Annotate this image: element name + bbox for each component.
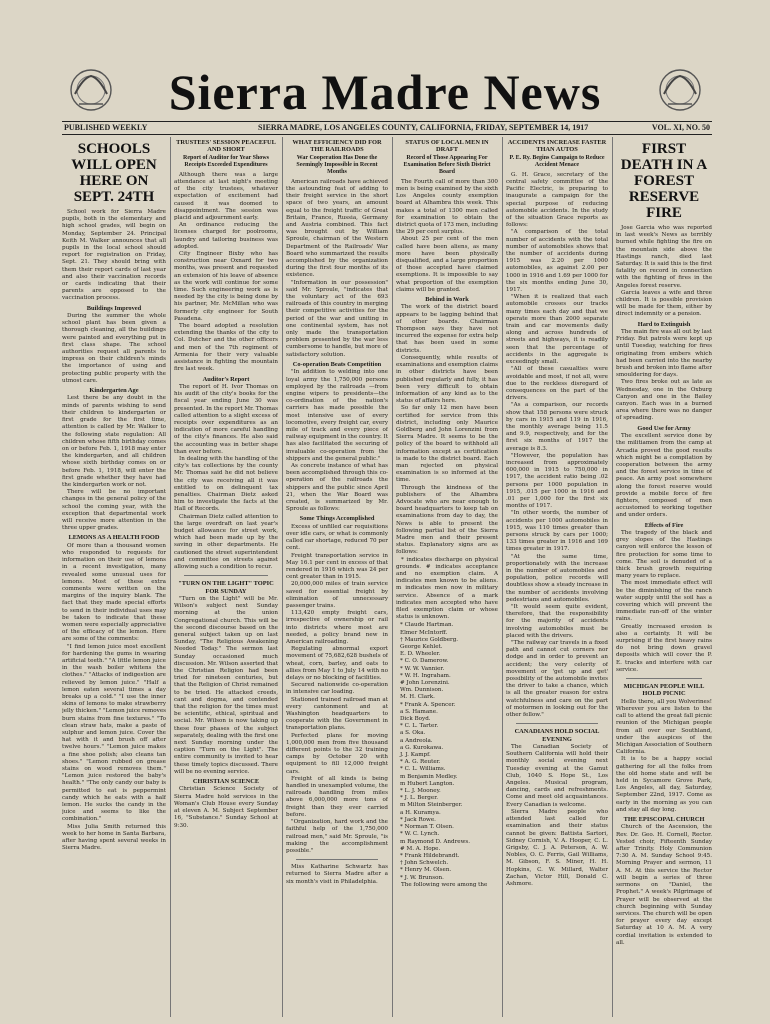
paragraph: Excess of unfilled car requisitions over idle cars, or what is commonly called car shortage, reduced 70 per cent. bbox=[286, 523, 388, 552]
headline-turn-on-light: "TURN ON THE LIGHT" TOPIC FOR SUNDAY bbox=[178, 580, 274, 595]
paragraph: "It would seem quite evident, therefore, that the responsibility for the majority of accidents involving automobiles must be placed with the drivers. bbox=[506, 604, 608, 639]
column-3 bbox=[286, 137, 388, 1017]
paragraph: The following were among the bbox=[401, 881, 488, 888]
draft-name-item: m Hubert Langton. bbox=[400, 780, 455, 787]
draft-name-item: * Frank A. Spencer. bbox=[400, 701, 456, 708]
headline-accidents: ACCIDENTS INCREASE FASTER THAN AUTOS bbox=[507, 139, 607, 154]
paragraph: Garcia leaves a wife and three children. It is possible provision will be made for them, either by direct indemnity or a pension. bbox=[616, 289, 712, 318]
paragraph: Freight of all kinds is being handled in unexampled volume, the railroads handling from miles above 6,000,000 more tons of freight than they ever carried before. bbox=[286, 775, 388, 818]
column-1 bbox=[62, 137, 166, 1017]
paragraph: Freight transportation service in May 16.1 per cent in excess of that rendered in 1916 which was 24 per cent greater than in 1915. bbox=[286, 552, 388, 581]
dateline-published: PUBLISHED WEEKLY bbox=[64, 123, 148, 132]
paragraph: Church of the Ascension, the Rev. Dr. Geo. H. Cornell, Rector. Vested choir, Fifteenth Sunday after Trinity. Holy Communion 7:30 A. M. Sunday School 9:45. Morning Prayer and sermon, 11 A. M. At this service the Rector will begin a series of three sermons on "Daniel, the Prophet." A week's Pilgrimage of Prayer will be observed at the church beginning with Sunday services. The church will be open for prayer every day except Saturday at 10 A. M. A very cordial invitation is extended to all. bbox=[616, 824, 712, 946]
masthead-rule-top bbox=[62, 121, 712, 122]
subhead: Co-operation Beats Competition bbox=[292, 360, 382, 368]
paragraph: "Information in our possession" said Mr. Sproule, "indicates that the voluntary act of the 693 railroads of this country in merging their competitive activities for the period of the war and uniting in one continental system, has not only made the transportation problem presented by the war less cumbersome to handle, but more of satisfactory solution. bbox=[286, 279, 388, 358]
paragraph: Christian Science Society of Sierra Madre hold services in the Woman's Club House every Sunday at eleven A. M. Subject September 16, "Substance." Sunday School at 9:30. bbox=[174, 786, 278, 829]
paragraph: Greatly increased erosion is also a certainty. It will be surprising if the first heavy rains do not bring down gravel deposits which will cover the P. E. tracks and interfere with car service. bbox=[616, 623, 712, 673]
paragraph: "The railway car travels in a fixed path and cannot cut corners nor dodge and in order to prevent an accident; the very celerity of movement or 'get up and get' possibility of the automobile invites the driver to take a chance, which is all the greater reason for extra watchfulness and care on the part of motormen in looking out for the other fellow." bbox=[506, 640, 608, 719]
subheadline: Report of Auditor for Year Shows Receipts Exceeded Expenditures bbox=[183, 154, 269, 168]
paragraph: So far only 12 men have been certified for service from this district, including only Maurice Goldberg and John Lorenzini from Sierra Madre. It seems to be the policy of the board to withhold all information except as certification is made to the district board. Each man rejected on physical examination is so informed at the time. bbox=[396, 405, 498, 484]
draft-name-item: * J. W. Brunson. bbox=[400, 874, 444, 881]
paragraph: Jose Garcia who was reported in last week's News as terribly burned while fighting the fire on the mountain side above the Hastings ranch, died last Saturday. It is said this is the first fatality on record in connection with the fighting of fires in the Angeles forest reserve. bbox=[616, 225, 712, 289]
draft-name-item: * Henry M. Olsen. bbox=[400, 867, 452, 874]
column-divider bbox=[502, 137, 503, 1017]
paragraph: In dealing with the handling of the city's tax collections by the county Mr. Thomas said he did not believe the city was receiving all it was entitled to on delinquent tax penalties. Chairman Dietz asked him to investigate the facts at the Hall of Records. bbox=[174, 455, 278, 513]
column-divider bbox=[282, 137, 283, 1017]
paragraph: 20,000,000 miles of train service saved for essential freight by elimination of unnecessary passenger trains. bbox=[286, 581, 388, 609]
paragraph: 113,420 empty freight cars, irrespective of ownership or rail into districts where most are needed, a policy brand new in American railroading. bbox=[286, 610, 388, 646]
headline-first-death: FIRST DEATH IN A FOREST RESERVE FIRE bbox=[620, 141, 708, 221]
draft-name-item: † Maurice Goldberg. bbox=[400, 636, 459, 643]
paragraph: About 25 per cent of the men called have been aliens, as many more have been physically disqualified, and a large proportion of those accepted have claimed exemptions. It is impossible to say what proportion of the exemption claims will be granted. bbox=[396, 236, 498, 293]
draft-name-item: a S. Oka. bbox=[400, 730, 426, 737]
column-2 bbox=[174, 137, 278, 1017]
draft-name-item: # M. A. Hope. bbox=[400, 845, 441, 852]
subhead: Good Use for Army bbox=[637, 424, 691, 432]
paragraph: As concrete instance of what has been accomplished through this co-operation of the railroads the shippers and the public since April 21, when the War Board was created, is summarized by Mr. Sproule as follows: bbox=[286, 462, 388, 513]
draft-name-item: Wm. Dunnison. bbox=[400, 687, 444, 694]
subheadline: Record of Those Appearing For Examination Before Sixth District Board bbox=[403, 154, 491, 175]
masthead-title: Sierra Madre News bbox=[168, 64, 602, 120]
column-divider bbox=[612, 137, 613, 1017]
draft-name-item: J. J. Kampf. bbox=[400, 752, 431, 759]
draft-name-item: # John Lorenzini. bbox=[400, 680, 450, 687]
separator bbox=[626, 678, 702, 679]
masthead-rule-bottom bbox=[62, 134, 712, 135]
paragraph: The most immediate effect will be the diminishing of the ranch water supply until the soil has a covering which will prevent the immediate run-off of the winter rains. bbox=[616, 580, 712, 623]
draft-name-item: * C. L. Williams. bbox=[400, 766, 446, 773]
paragraph: Lest there be any doubt in the minds of parents wishing to send their children to kindergarten or first grade for the first time, attention is called by Mr. Walker to the following state regulation: All children whose fifth birthday comes on or before Feb. 1, 1918 may enter the kindergarten, and all children whose sixth birthday comes on or before Feb. 1, 1918, will enter the first grade whether they have had the kindergarten work or not. bbox=[62, 395, 166, 488]
paragraph: It is to be a happy social gathering for all the folks from the old home state and will be held in Sycamore Grove Park, Los Angeles, all day, Saturday, September 22nd, 1917. Come as early in the morning as you can and stay all day long. bbox=[616, 756, 712, 813]
dateline-location-date: SIERRA MADRE, LOS ANGELES COUNTY, CALIFORNIA, FRIDAY, SEPTEMBER 14, 1917 bbox=[258, 123, 589, 132]
draft-name-item: a G. Kurokawa. bbox=[400, 744, 444, 751]
article-text bbox=[62, 209, 166, 303]
draft-name-item: * C. L. Tarter. bbox=[400, 723, 439, 730]
subhead: Buildings Improved bbox=[86, 304, 142, 312]
paragraph: "In other words, the number of accidents per 1000 automobiles in 1915, was 110 times greater than persons struck by cars per 1000; 133 times greater in 1916 and 169 times greater in 1917. bbox=[506, 510, 608, 553]
paragraph: Miss Julia Smith returned this week to her home in Santa Barbara, after having spent several weeks in Sierra Madre. bbox=[62, 823, 166, 852]
headline-draft-status: STATUS OF LOCAL MEN IN DRAFT bbox=[405, 139, 489, 154]
draft-name-item: Dick Boyd. bbox=[400, 716, 431, 723]
paragraph: American railroads have achieved the astounding feat of adding to their freight service in the short space of two years, an amount equal to the freight traffic of Great Britain, France, Russia, Germany and Austria combined. This fact was brought out by William Sproule, chairman of the Western Department of the Railroads' War Board who summarized the results accomplished by the organization during the first four months of its existence. bbox=[286, 178, 388, 279]
paragraph: "When it is realized that each automobile crosses our tracks many times each day and that we operate more than 2000 separate train and car movements daily along and across hundreds of streets and highways, it is readily seen that the percentage of accidents in the aggregate is exceedingly small. bbox=[506, 294, 608, 366]
paragraph: Perfected plans for moving 1,000,000 men from five thousand different points to the 32 training camps by October 20 with equipment to fill 12,000 freight cars. bbox=[286, 732, 388, 775]
paragraph: The work of the district board appears to be lagging behind that of other boards. Chairman Thompson says they have not incurred the expense for extra help that has been used in some districts. bbox=[396, 304, 498, 354]
subhead: Some Things Accomplished bbox=[299, 515, 375, 523]
paragraph: "As a comparison, our records show that 158 persons were struck by cars in 1915 and 119 in 1916, the monthly average being 11.5 and 9.9, respectively, and for the first six months of 1917 the average is 8.3. bbox=[506, 402, 608, 452]
draft-name-item: E. D. Wheeler. bbox=[400, 651, 441, 658]
draft-name-item: a H. Kuramya. bbox=[400, 809, 441, 816]
paragraph: "In addition to welding into one loyal army the 1,750,000 persons employed by the railroads —from engine wipers to presidents—the co-ordination of the nation's carriers has made possible the most intensive use of every locomotive, every freight car, every mile of track and every piece of railway equipment in the country. It has also facilitated the securing of invaluable co-operation from the shippers and the general public." bbox=[286, 369, 388, 462]
paragraph: Hello there, all you Wolverines! Wherever you are listen to the call to attend the great fall picnic reunion of the Michigan people from all over our Southland, under the auspices of the Michigan Association of Southern California. bbox=[616, 698, 712, 756]
draft-name-item: * W. H. Ingraham. bbox=[400, 672, 451, 679]
column-4 bbox=[396, 137, 498, 1017]
subhead: Effects of Fire bbox=[644, 521, 684, 529]
draft-name-item: a S. Hamane. bbox=[400, 708, 438, 715]
separator bbox=[184, 575, 268, 576]
paragraph: The main fire was all out by last Friday. But patrols were kept up until Tuesday, watching for fires originating from embers which had been carried into the nearby brush and broken into flame after smouldering for days. bbox=[616, 329, 712, 379]
separator bbox=[516, 723, 598, 724]
paragraph: During the summer the whole school plant has been given a thorough cleaning, all the buildings were painted and everything put in first class shape. The school authorities request all parents to impress on their children's minds the importance of using and protecting public property with the utmost care. bbox=[62, 313, 166, 384]
paragraph: "All of these casualties were avoidable and most, if not all, were due to the reckless disregard of consequences on the part of the drivers. bbox=[506, 366, 608, 402]
headline-trustees: TRUSTEES' SESSION PEACEFUL AND SHORT bbox=[176, 139, 276, 154]
column-6 bbox=[616, 137, 712, 1017]
paragraph: Of more than a thousand women who responded to requests for information on their use of lemons in a recent investigation, many revealed some unusual uses for lemons. Most of these extra comments were written on the margins of the inquiry blank. The fact that they made special efforts to send in their individual uses may be taken to indicate that these women were especially appreciative of the efficacy of the lemon. Here are some of the comments: bbox=[62, 542, 166, 643]
paragraph: "However, the population has increased from approximately 600,000 in 1915 to 750,000 in 1917, the accident ratio being .02 persons per 1000 population in 1915, .015 per 1000 in 1916 and .01 per 1,000 for the first six months of 1917. bbox=[506, 452, 608, 510]
paragraph: Through the kindness of the publishers of the Alhambra Advocate who are near enough to board headquarters to keep tab on examinations from day to day, the News is able to present the following partial list of the Sierra Madre men and their present status. Explanatory signs are as follows: bbox=[396, 484, 498, 556]
paragraph: An ordinance reducing the licenses charged for poolrooms, laundry and tailoring business was adopted. bbox=[174, 222, 278, 250]
paragraph: Regulating abnormal export movement of 75,682,628 bushels of wheat, corn, barley, and oats to allies from May 1 to July 14 with no delays or no blocking of facilities. bbox=[286, 646, 388, 682]
paragraph: Miss Katharine Schwartz has returned to Sierra Madre after a six month's visit in Philadelphia. bbox=[286, 864, 388, 885]
paragraph: The Fourth call of more than 300 men is being examined by the sixth Los Angeles county exemption board at Alhambra this week. This makes a total of 1300 men called for examination to obtain the district quota of 173 men, including the 29 per cent surplus. bbox=[396, 178, 498, 236]
paragraph: Sierra Madre people who attended last called for examination and their status cannot be given: Battista Sartori, Sidney Cornish, V. A. Hooper, C. L. Grigsby, C. J. A. Peterson, A. W. Nobles, O. C. Ferris, Gail Williams, M. Gibson, F. S. Miner, H. H. Hopkins, C. W. Millard, Walter Zachan, Victor Hill, Donald C. Ashmore. bbox=[506, 808, 608, 887]
paragraph: "Turn on the Light" will be Mr. Wilson's subject next Sunday morning at the union Congregational church. This will be the second discourse based on the general subject taken up on last Sunday, "The Religious Awakening Needed Today." The sermon last Sunday occasioned much discussion. Mr. Wilson asserted that the Christian Religion had been tried for nineteen centuries, but that the Religion of Christ remained to be tried. He attacked creeds, cant and dogma, and contended that the religion for the times must be scientific, ethical, spiritual and social. Mr. Wilson is now taking up these four phases of the subject separately, dealing with the first one next Sunday morning under the caption "Turn on the Light". The entire community is invited to hear these timely topics discussed. There will be no evening service. bbox=[174, 596, 278, 775]
column-divider bbox=[392, 137, 393, 1017]
subheadline: P. E. Ry. Begins Campaign to Reduce Accident Menace bbox=[509, 154, 605, 168]
subhead: Behind in Work bbox=[425, 296, 469, 304]
paragraph: School work for Sierra Madre pupils, both in the elementary and high school grades, will begin on Monday, September 24. Principal Keith M. Walker announces that all pupils in the local school should report for registration on Friday, Sept. 21. They should bring with them their report cards of last year and also their vaccination records or cards indicating that their parents are opposed to the vaccination process. bbox=[62, 209, 166, 302]
paragraph: The Canadian Society of Southern California will hold their monthly social evening next Tuesday evening at the Gamut Club, 1040 S. Hope St., Los Angeles. Musical program, dancing, cards and refreshments. Come and meet old acquaintances. Every Canadian is welcome. bbox=[506, 744, 608, 808]
headline-canadians: CANADIANS HOLD SOCIAL EVENING bbox=[514, 728, 600, 743]
paragraph: Consequently, while results of examinations and exemption claims in other districts have been published regularly and fully, it has been very difficult to obtain information of any kind as to the status of affairs here. bbox=[396, 354, 498, 405]
draft-name-item: M. H. Clark. bbox=[400, 694, 435, 701]
draft-name-item: * C. O. Damerow. bbox=[400, 658, 449, 665]
paragraph: "Organization, hard work and the faithful help of the 1,750,000 railroad men," said Mr. Sproule, "is making the accomplishment possible." bbox=[286, 819, 388, 854]
draft-name-item: m Benjamin Medley. bbox=[400, 773, 458, 780]
headline-episcopal-church: THE EPISCOPAL CHURCH bbox=[623, 816, 705, 824]
headline-lemons: LEMONS AS A HEALTH FOOD bbox=[68, 534, 160, 542]
paragraph: There will be no important changes in the general policy of the school the coming year, with the exception that departmental work will receive more attention in the three upper grades. bbox=[62, 489, 166, 532]
paragraph: G. H. Grace, secretary of the central safety committee of the Pacific Electric, is preparing to inaugurate a campaign for the special purpose of reducing automobile accidents. In the study of the situation Grace reports as follows: bbox=[506, 171, 608, 229]
paragraph: The tragedy of the black and grey slopes of the Hastings canyon will enforce the lesson of fire protection for some time to come. The soil is denuded of a thick brush growth requiring many years to replace. bbox=[616, 529, 712, 580]
headline-railroads: WHAT EFFICIENCY DID FOR THE RAILROADS bbox=[292, 139, 382, 154]
paragraph: The excellent service done by the militiamen from the camp at Arcadia proved the good results which might be a compilation by cooperation between the army and the forest service in time of peace. An army post somewhere along the forest reserve would provide a mobile force of fire fighters, composed of men accustomed to working together and under orders. bbox=[616, 433, 712, 519]
headline-schools: SCHOOLS WILL OPEN HERE ON SEPT. 24TH bbox=[71, 141, 157, 205]
draft-name-item: George Kehlet. bbox=[400, 644, 443, 651]
paragraph: Chairman Dietz called attention to the large overdraft on last year's budget allowance for street work, which had been made up by the saving in other departments. He cautioned the street superintendent and committee on streets against allowing such a condition to recur. bbox=[174, 513, 278, 570]
draft-name-item: † John Schwelch. bbox=[400, 860, 449, 867]
paragraph: The board adopted a resolution extending the thanks of the city to Col. Dutcher and the other officers and men of the 7th regiment of Armenia for their very valuable assistance in fighting the mountain fire last week. bbox=[174, 323, 278, 373]
paragraph: Although there was a large attendance at last night's meeting of the city trustees, whatever expectation of excitement had caused it was doomed to disappointment. The session was placid and adjournment early. bbox=[174, 171, 278, 222]
draft-name-item: a Andreola. bbox=[400, 737, 433, 744]
paragraph: Secured nationwide co-operation in intensive car loading. bbox=[286, 682, 388, 696]
draft-name-item: * W. W. Vannier. bbox=[400, 665, 445, 672]
subhead: Hard to Extinguish bbox=[637, 320, 691, 328]
headline-christian-science: CHRISTIAN SCIENCE bbox=[192, 778, 260, 786]
paragraph: The report of H. Ivor Thomas on his audit of the city's books for the fiscal year ending June 30 was presented. In the report Mr. Thomas called attention to a slight excess of receipts over expenditures as an indication of more careful handling of the city's finances. He also said the accounting was in better shape than ever before. bbox=[174, 383, 278, 455]
draft-name-item: Elmer McIntorff. bbox=[400, 629, 448, 636]
draft-name-item: m Milton Steinberger. bbox=[400, 802, 463, 809]
paragraph: Two fires broke out as late as Wednesday, one in the Oxburg Canyon and one in the Bailey canyon. Each was in a burned area where there was no danger of spreading. bbox=[616, 379, 712, 422]
separator bbox=[296, 859, 378, 860]
paragraph: Stationed trained railroad man at every cantonment and at Washington headquarters to cooperate with the Government in transportation plans. bbox=[286, 696, 388, 732]
draft-name-item: * W. C. Lynch. bbox=[400, 831, 440, 838]
draft-name-item: * A. G. Reuter. bbox=[400, 759, 441, 766]
draft-name-item: * Norman T. Olsen. bbox=[400, 824, 454, 831]
column-divider bbox=[170, 137, 171, 1017]
paragraph: "I find lemon juice most excellent for hardening the gums in wearing artificial teeth." "A little lemon juice in the wash boiler whitens the clothes." "Attacks of indigestion are relieved by lemon juice." "Half a lemon eaten several times a day breaks up a cold." "I use the inner skins of lemons to make strawberry jelly thicken." "Lemon juice removes burn stains from fine textures." "To clean straw hats, make a paste of sulphur and lemon juice. Cover the hat with it and brush off after twelve hours." "Lemon juice makes a fine shoe polish; also cleans tan shoes." "Lemon rubbed on grease stains on wood removes them." "Lemon juice restored the baby's health." "The only candy our baby is permitted to eat is peppermint candy which he eats with a half lemon. He sucks the candy in the juice and seems to like the combination." bbox=[62, 643, 166, 823]
draft-name-item: * J. L. Berger. bbox=[400, 795, 439, 802]
draft-name-item: m Raymond D. Andrews. bbox=[400, 838, 471, 845]
paragraph: * indicates discharge on physical grounds. # indicates acceptance and no exemption claim. A indicates men known to be aliens. m indicates men now in military service. Absence of a mark indicates men accepted who have filed exemption claim or whose status is unknown. bbox=[396, 556, 498, 621]
paragraph: "A comparison of the total number of accidents with the total number of automobiles shows that the number of accidents during 1915 was 2.20 per 1000 automobiles, as against 2.00 per 1000 in 1916 and 1.69 per 1000 for the six months ending June 30, 1917. bbox=[506, 229, 608, 294]
draft-name-item: * Frank Hildebrandt. bbox=[400, 852, 460, 859]
subhead: Kindergarten Age bbox=[89, 387, 139, 395]
headline-michigan-picnic: MICHIGAN PEOPLE WILL HOLD PICNIC bbox=[623, 683, 705, 698]
paragraph: "At the same time, proportionately with the increase in the number of automobiles and population, police records will doubtless show a steady increase in the number of accidents involving pedestrians and automobiles. bbox=[506, 553, 608, 603]
draft-name-item: * L. J. Mooney. bbox=[400, 788, 441, 795]
draft-name-item: * Claude Hartman. bbox=[400, 622, 454, 629]
column-5 bbox=[506, 137, 608, 1017]
paragraph: City Engineer Bixby who has construction near Oxnard for two months, was present and requested an extension of his leave of absence as the work will continue for some time. Such engineering work as is needed by the city is being done by his partner, Mr. McMillan who was formerly city engineer for South Pasadena. bbox=[174, 251, 278, 322]
subheadline: War Cooperation Has Done the Seemingly Impossible in Recent Months bbox=[296, 154, 378, 175]
draft-name-list bbox=[400, 622, 498, 881]
subhead: Auditor's Report bbox=[202, 375, 250, 383]
draft-name-item: * Jack Rowe. bbox=[400, 816, 436, 823]
dateline-volume: VOL. XI, NO. 50 bbox=[651, 123, 710, 132]
